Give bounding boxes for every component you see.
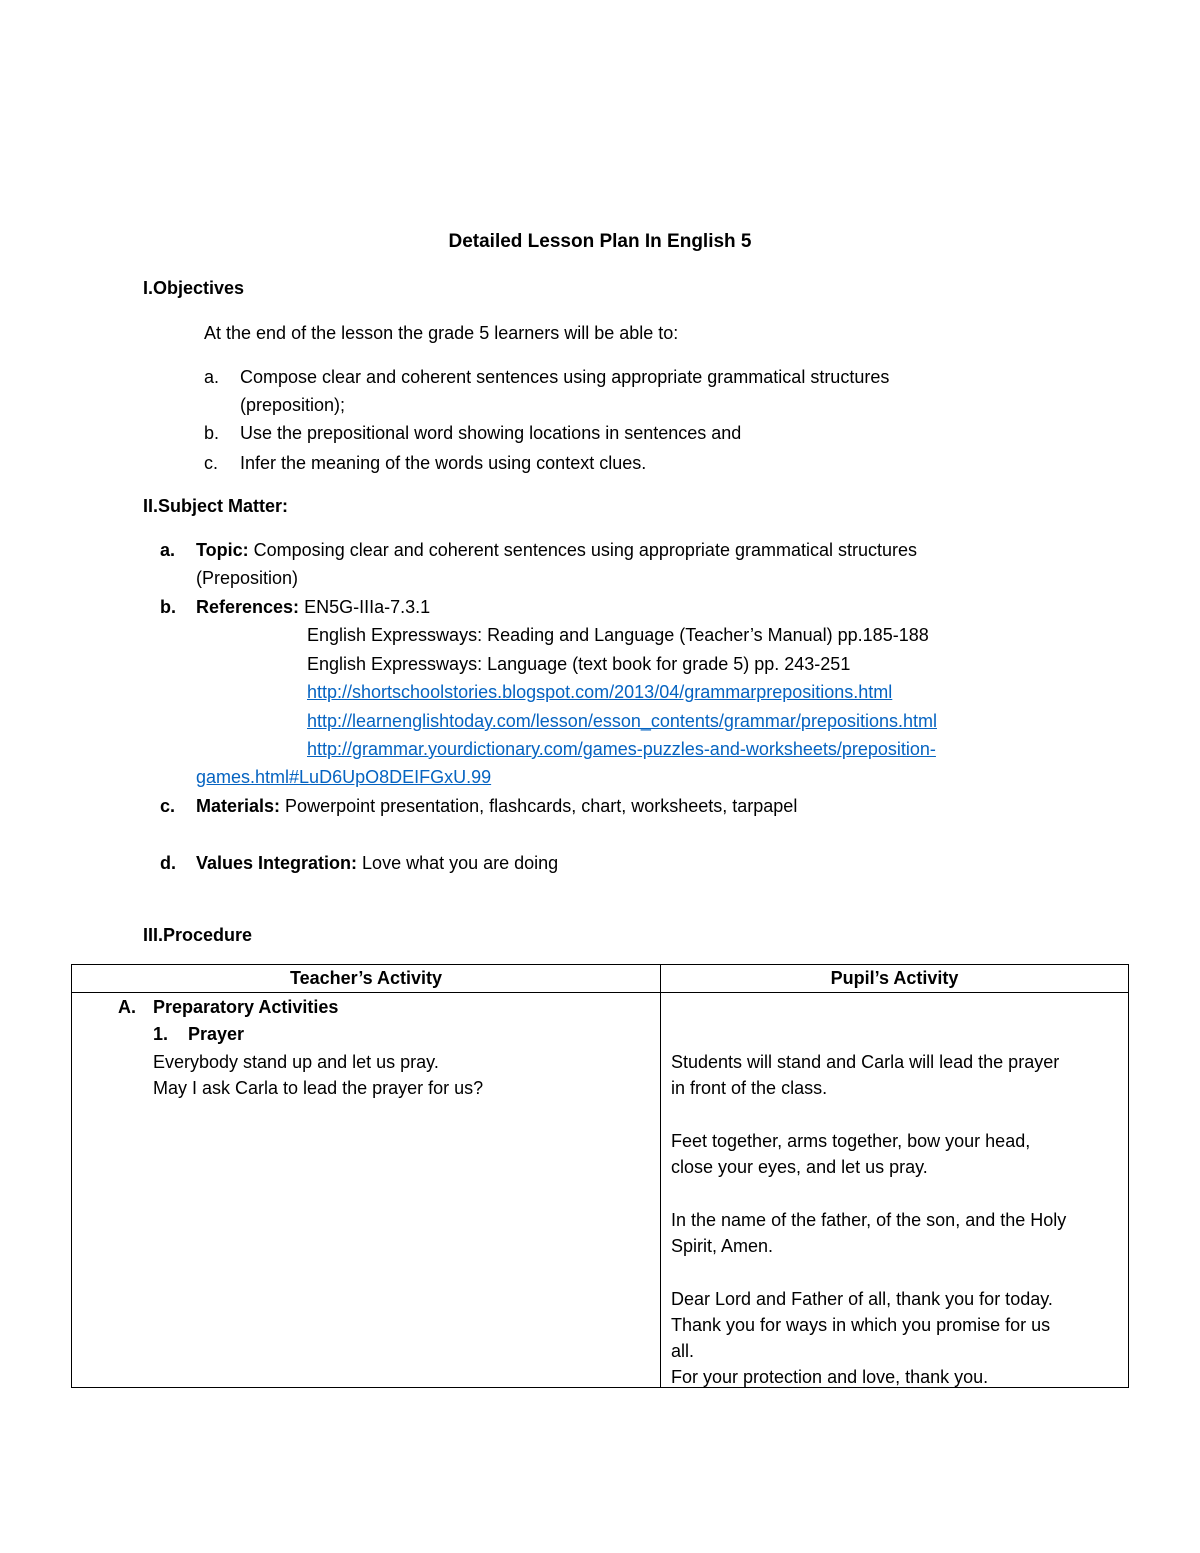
reference-link[interactable]: http://grammar.yourdictionary.com/games-puzzles-and-worksheets/preposition- [307, 739, 936, 759]
document-title: Detailed Lesson Plan In English 5 [448, 231, 752, 252]
pupil-column-header: Pupil’s Activity [661, 965, 1129, 993]
objective-marker: a. [204, 367, 220, 387]
pupil-cell [661, 993, 1129, 1388]
materials-marker: c. [160, 796, 176, 816]
procedure-table-header [72, 965, 1129, 993]
pupil-line: close your eyes, and let us pray. [671, 1157, 928, 1177]
subject-matter-heading: II.Subject Matter: [143, 496, 289, 516]
objective-item-c [204, 450, 646, 476]
pupil-line: Students will stand and Carla will lead the prayer [671, 1052, 1060, 1072]
pupil-line: in front of the class. [671, 1078, 828, 1098]
values-text: Love what you are doing [357, 853, 559, 873]
topic-line [160, 537, 917, 563]
objective-marker: c. [204, 453, 219, 473]
topic-marker: a. [160, 540, 176, 560]
values-label: Values Integration: [196, 853, 358, 873]
pupil-line: Spirit, Amen. [671, 1236, 774, 1256]
references-label: References: [196, 597, 300, 617]
section-title: Preparatory Activities [153, 997, 339, 1017]
objective-item-a-cont: (preposition); [240, 395, 346, 415]
pupil-line: For your protection and love, thank you. [671, 1367, 989, 1387]
materials-text: Powerpoint presentation, flashcards, chart, worksheets, tarpapel [280, 796, 798, 816]
step-title: Prayer [188, 1024, 245, 1044]
reference-book: English Expressways: Language (text book for grade 5) pp. 243-251 [307, 654, 851, 674]
step-marker: 1. [153, 1024, 169, 1044]
procedure-row [72, 993, 1129, 1388]
pupil-line: Thank you for ways in which you promise for us [671, 1315, 1051, 1335]
pupil-line: In the name of the father, of the son, and the Holy [671, 1210, 1067, 1230]
topic-line-cont: (Preposition) [196, 568, 299, 588]
reference-link[interactable]: http://shortschoolstories.blogspot.com/2013/04/grammarprepositions.html [307, 682, 893, 702]
references-line [160, 594, 430, 620]
reference-book: English Expressways: Reading and Language (Teacher’s Manual) pp.185-188 [307, 625, 929, 645]
section-heading [118, 994, 338, 1020]
objective-marker: b. [204, 423, 220, 443]
procedure-heading: III.Procedure [143, 925, 253, 945]
procedure-table [71, 964, 1129, 1388]
values-line [160, 850, 558, 876]
objective-text: Use the prepositional word showing locations in sentences and [240, 423, 742, 443]
teacher-line: May I ask Carla to lead the prayer for us? [153, 1078, 484, 1098]
topic-text: Composing clear and coherent sentences using appropriate grammatical structures [248, 540, 918, 560]
reference-link[interactable]: http://learnenglishtoday.com/lesson/esson_contents/grammar/prepositions.html [307, 711, 937, 731]
teacher-column-header: Teacher’s Activity [72, 965, 661, 993]
pupil-line: Feet together, arms together, bow your head, [671, 1131, 1031, 1151]
objective-item-a [204, 364, 889, 390]
references-code: EN5G-IIIa-7.3.1 [299, 597, 431, 617]
values-marker: d. [160, 853, 176, 873]
pupil-line: Dear Lord and Father of all, thank you for today. [671, 1289, 1053, 1309]
materials-label: Materials: [196, 796, 281, 816]
topic-label: Topic: [196, 540, 249, 560]
objective-text: Compose clear and coherent sentences using appropriate grammatical structures [240, 367, 890, 387]
reference-link-cont[interactable]: games.html#LuD6UpO8DEIFGxU.99 [196, 767, 492, 787]
step-heading [153, 1021, 244, 1047]
objectives-intro: At the end of the lesson the grade 5 learners will be able to: [204, 323, 679, 343]
references-marker: b. [160, 597, 176, 617]
objective-item-b [204, 420, 741, 446]
teacher-cell [72, 993, 661, 1388]
objectives-heading: I.Objectives [143, 278, 245, 298]
objective-text: Infer the meaning of the words using context clues. [240, 453, 647, 473]
pupil-line: all. [671, 1341, 695, 1361]
section-marker: A. [118, 997, 136, 1017]
materials-line [160, 793, 797, 819]
teacher-line: Everybody stand up and let us pray. [153, 1052, 439, 1072]
